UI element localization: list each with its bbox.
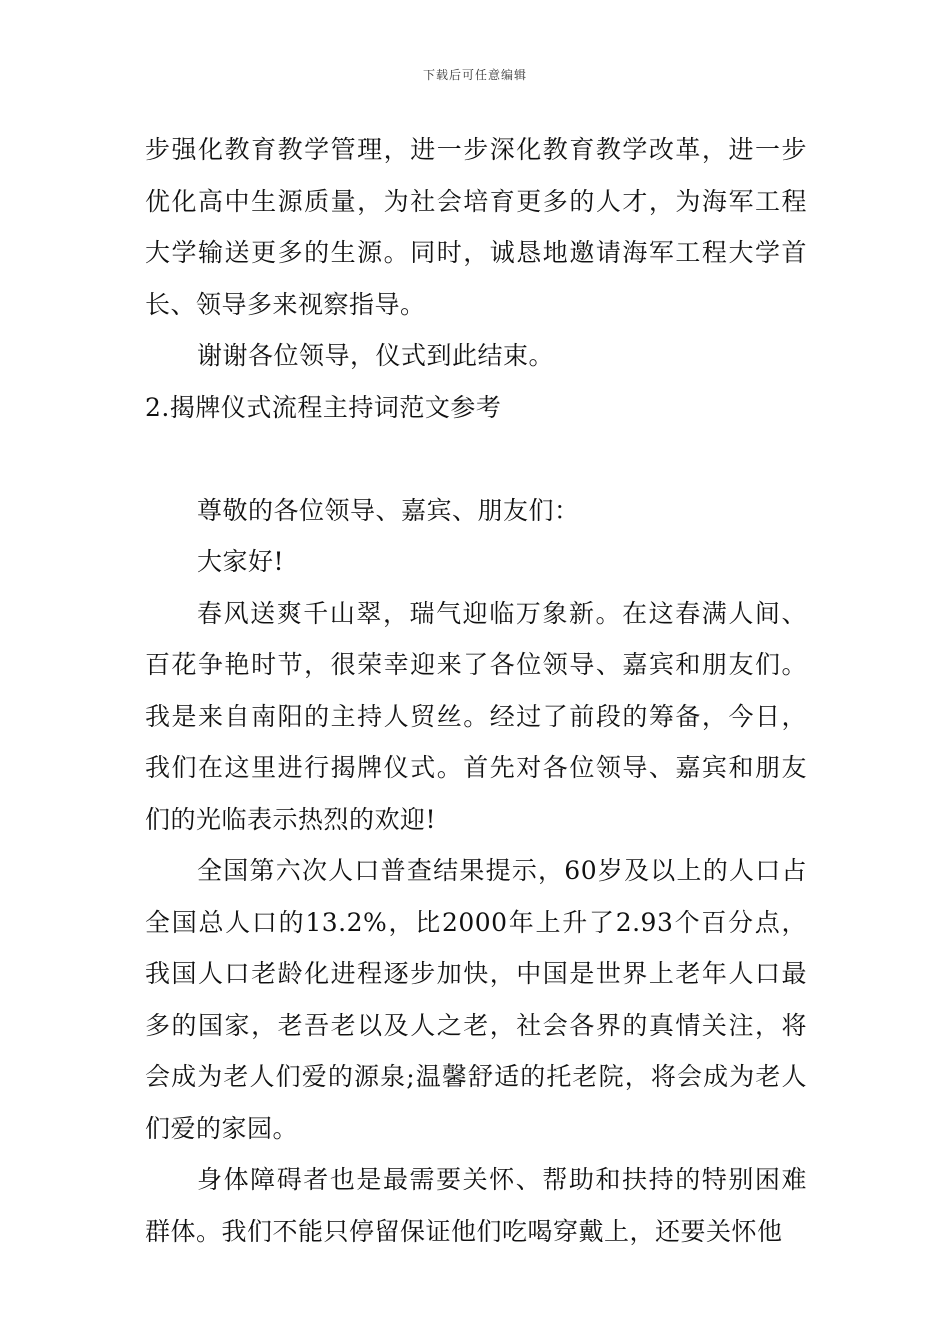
paragraph-disability: 身体障碍者也是最需要关怀、帮助和扶持的特别困难群体。我们不能只停留保证他们吃喝穿戴上，还要关怀他: [145, 1165, 807, 1246]
page-header: 下载后可任意编辑: [422, 68, 527, 82]
paragraph-continuation: 步强化教育教学管理，进一步深化教育教学改革，进一步优化高中生源质量，为社会培育更多的人才，为海军工程大学输送更多的生源。同时，诚恳地邀请海军工程大学首长、领导多来视察指导。: [145, 135, 807, 319]
paragraph-census: 全国第六次人口普查结果提示，60岁及以上的人口占全国总人口的13.2%，比2000年上升了2.93个百分点，我国人口老龄化进程逐步加快，中国是世界上老年人口最多的国家，老吾老以及人之老，社会各界的真情关注，将会成为老人们爱的源泉;温馨舒适的托老院，将会成为老人们爱的家园。: [145, 856, 807, 1143]
blank-line: [145, 433, 807, 485]
paragraph-opening: 春风送爽千山翠，瑞气迎临万象新。在这春满人间、百花争艳时节，很荣幸迎来了各位领导、嘉宾和朋友们。我是来自南阳的主持人贸丝。经过了前段的筹备，今日，我们在这里进行揭牌仪式。首先对各位领导、嘉宾和朋友们的光临表示热烈的欢迎!: [145, 598, 807, 834]
section-heading: 2.揭牌仪式流程主持词范文参考: [145, 392, 502, 422]
document-body: [145, 124, 807, 1257]
paragraph-greeting: 大家好!: [197, 547, 285, 576]
paragraph-salutation: 尊敬的各位领导、嘉宾、朋友们：: [197, 495, 580, 525]
paragraph-closing: 谢谢各位领导，仪式到此结束。: [197, 341, 555, 370]
